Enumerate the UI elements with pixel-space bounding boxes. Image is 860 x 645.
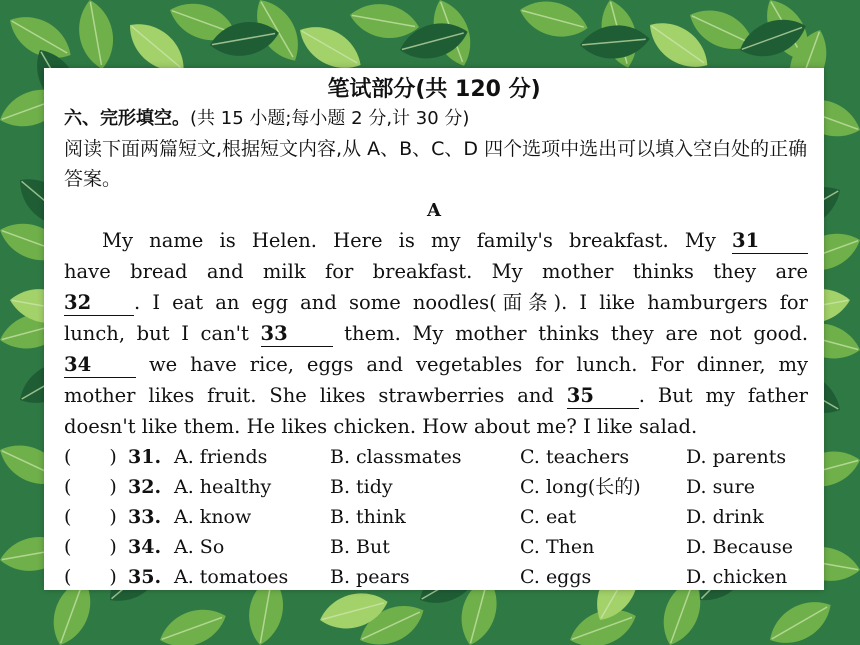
blank-34: 34 <box>64 353 136 378</box>
option-a: A. tomatoes <box>174 566 289 588</box>
blank-35: 35 <box>567 384 639 409</box>
instructions: 阅读下面两篇短文,根据短文内容,从 A、B、C、D 四个选项中选出可以填入空白处的正确答案。 <box>64 138 808 190</box>
passage-text: . But my father <box>638 384 808 407</box>
question-number: 31. <box>128 446 162 468</box>
option-d: D. drink <box>686 506 764 528</box>
section-heading <box>64 104 469 130</box>
passage-text: doesn't like them. He likes chicken. How about me? I like salad. <box>64 415 698 438</box>
passage-text: lunch, but I can't <box>64 322 249 345</box>
option-b: B. pears <box>330 566 410 588</box>
passage-label: A <box>427 200 441 221</box>
section-note: (共 15 小题;每小题 2 分,计 30 分) <box>190 108 470 129</box>
option-d: D. chicken <box>686 566 788 588</box>
option-c: C. long(长的) <box>520 476 641 498</box>
passage-text: My name is Helen. Here is my family's breakfast. My <box>102 229 716 252</box>
question-number: 35. <box>128 566 162 588</box>
question-31 <box>64 442 824 472</box>
blank-31: 31 <box>732 229 808 254</box>
option-b: B. But <box>330 536 390 558</box>
passage-line <box>64 226 808 256</box>
passage-text: . I eat an egg and some noodles(面条). I like hamburgers for <box>134 291 808 314</box>
question-number: 34. <box>128 536 162 558</box>
answer-paren: ( ) <box>64 506 117 528</box>
passage-line <box>64 350 808 380</box>
option-d: D. parents <box>686 446 787 468</box>
exam-paper <box>44 68 824 590</box>
option-d: D. sure <box>686 476 755 498</box>
question-number: 32. <box>128 476 162 498</box>
option-c: C. eggs <box>520 566 592 588</box>
passage-line <box>64 257 808 287</box>
passage-line <box>64 412 808 442</box>
option-a: A. So <box>174 536 225 558</box>
section-title: 六、完形填空。 <box>64 108 190 129</box>
passage-line <box>64 288 808 318</box>
option-c: C. eat <box>520 506 577 528</box>
blank-33: 33 <box>261 322 333 347</box>
answer-paren: ( ) <box>64 566 117 588</box>
question-33 <box>64 502 824 532</box>
option-a: A. healthy <box>174 476 272 498</box>
passage-text: have bread and milk for breakfast. My mother thinks they are <box>64 260 808 283</box>
passage-text: them. My mother thinks they are not good. <box>344 322 809 345</box>
question-35 <box>64 562 824 592</box>
option-b: B. tidy <box>330 476 393 498</box>
option-c: C. Then <box>520 536 595 558</box>
page-title: 笔试部分(共 120 分) <box>327 77 541 102</box>
answer-paren: ( ) <box>64 476 117 498</box>
answer-paren: ( ) <box>64 446 117 468</box>
question-34 <box>64 532 824 562</box>
option-a: A. friends <box>174 446 268 468</box>
question-32 <box>64 472 824 502</box>
passage-line <box>64 381 808 411</box>
option-d: D. Because <box>686 536 794 558</box>
option-a: A. know <box>174 506 252 528</box>
question-number: 33. <box>128 506 162 528</box>
option-b: B. think <box>330 506 406 528</box>
passage-line <box>64 319 808 349</box>
option-b: B. classmates <box>330 446 462 468</box>
passage-text: mother likes fruit. She likes strawberries and <box>64 384 554 407</box>
answer-paren: ( ) <box>64 536 117 558</box>
option-c: C. teachers <box>520 446 630 468</box>
blank-32: 32 <box>64 291 134 316</box>
passage-text: we have rice, eggs and vegetables for lunch. For dinner, my <box>148 353 808 376</box>
